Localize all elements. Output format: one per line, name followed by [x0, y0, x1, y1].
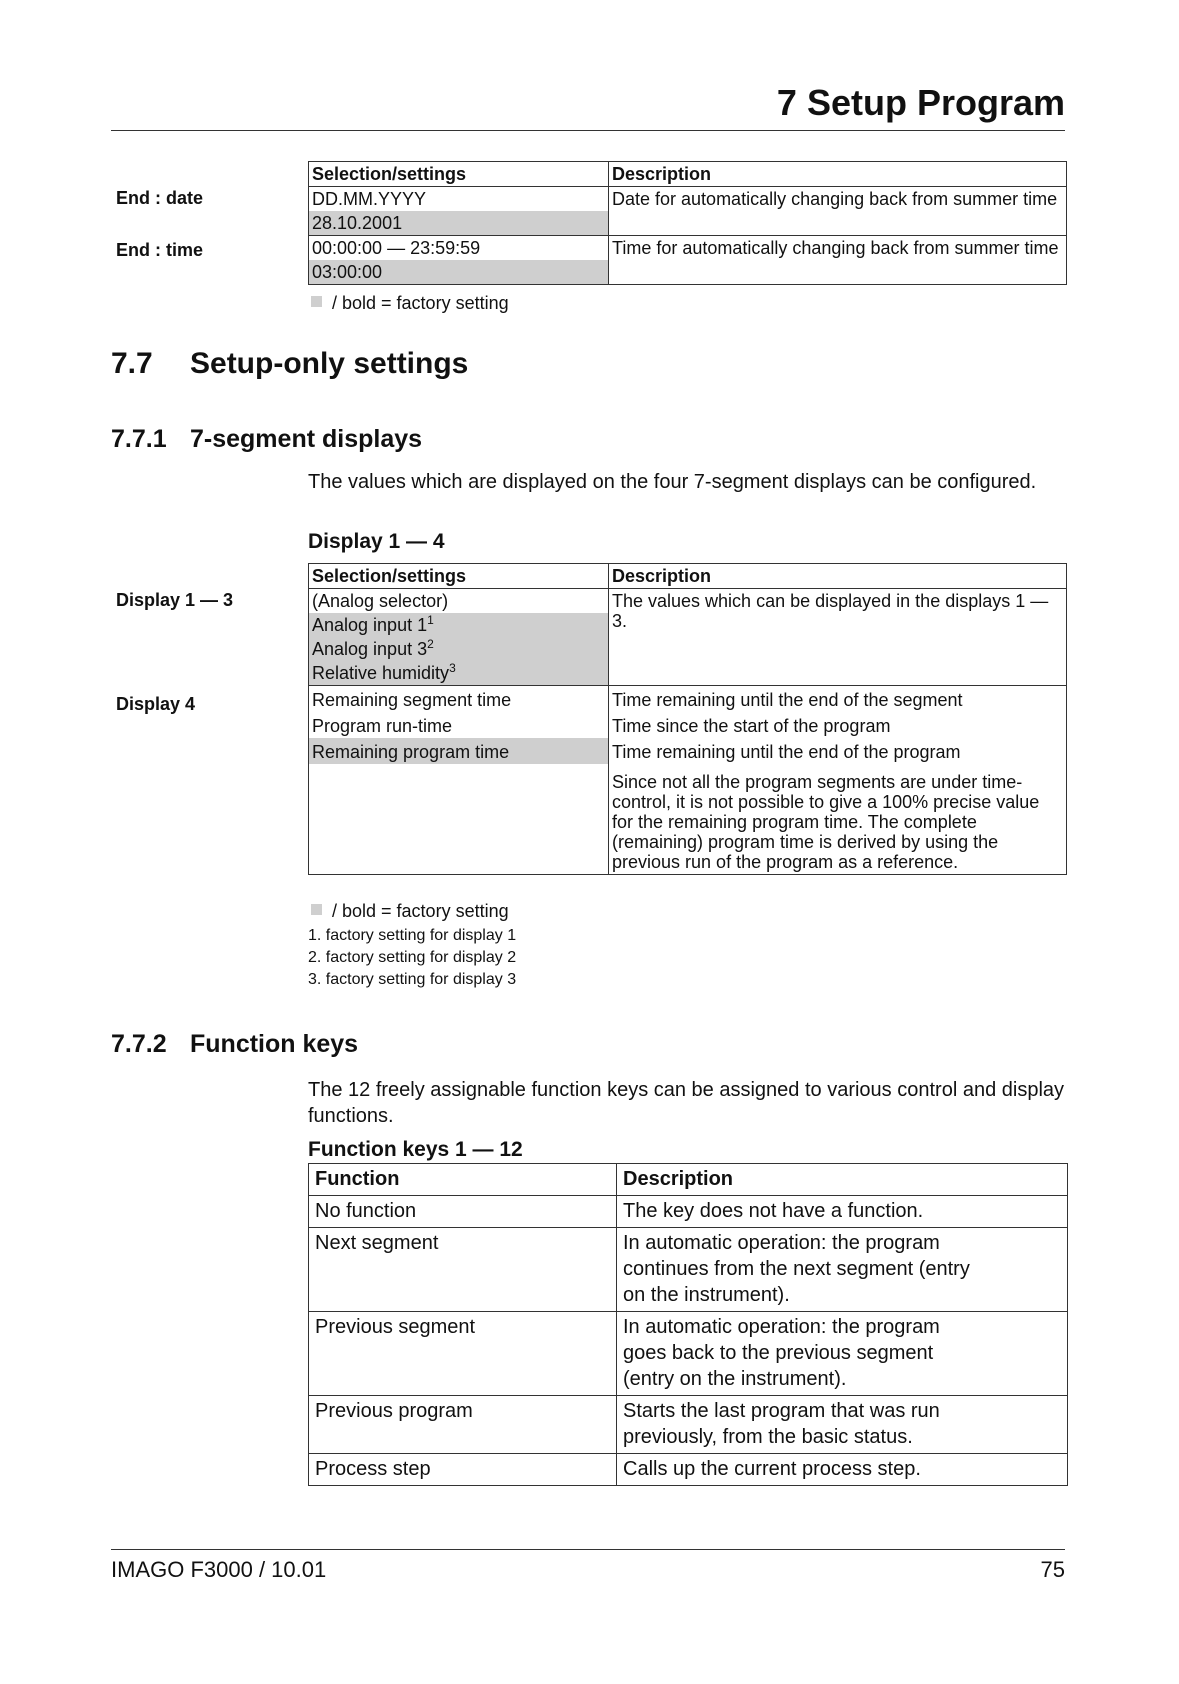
- section-heading-7-7-1: 7.7.1 7-segment displays: [111, 425, 423, 453]
- col-header-selection: Selection/settings: [309, 162, 609, 187]
- description-cell: Time since the start of the program: [609, 712, 1067, 738]
- description-cell: Date for automatically changing back from summer time: [609, 187, 1067, 236]
- selection-cell: Remaining segment time: [309, 686, 609, 713]
- table-row: [309, 236, 1067, 261]
- footer-rule: [111, 1549, 1065, 1550]
- footnote-1: 1. factory setting for display 1: [308, 927, 517, 944]
- description-cell: Starts the last program that was run previously, from the basic status.: [617, 1396, 1068, 1454]
- selection-cell: Relative humidity$^3$: [309, 661, 609, 686]
- row-label-end-time: End : time: [116, 240, 204, 260]
- function-keys-table: [308, 1163, 1068, 1486]
- footer-document-id: IMAGO F3000 / 10.01: [111, 1557, 327, 1582]
- table-row: [309, 738, 1067, 764]
- description-cell: In automatic operation: the program continues from the next segment (entry on the instrument).: [617, 1228, 1068, 1312]
- function-keys-table-title: Function keys 1 — 12: [308, 1138, 523, 1161]
- function-cell: Previous program: [309, 1396, 617, 1454]
- table-row: [309, 1228, 1068, 1312]
- table-row: [309, 1196, 1068, 1228]
- page-number: 75: [1040, 1557, 1065, 1582]
- footnote-2: 2. factory setting for display 2: [308, 949, 517, 966]
- selection-cell: DD.MM.YYYY: [309, 187, 609, 212]
- display-settings-table: [308, 563, 1067, 875]
- section-heading-7-7-2: 7.7.2 Function keys: [111, 1030, 359, 1058]
- table-row: [309, 589, 1067, 614]
- description-cell: Calls up the current process step.: [617, 1454, 1068, 1486]
- col-header-selection: Selection/settings: [309, 564, 609, 589]
- section-heading-7-7: 7.7 Setup-only settings: [111, 347, 469, 380]
- table-row: [309, 1396, 1068, 1454]
- selection-cell: 00:00:00 — 23:59:59: [309, 236, 609, 261]
- row-label-display-4: Display 4: [116, 694, 196, 714]
- description-cell: In automatic operation: the program goes back to the previous segment (entry on the instrument).: [617, 1312, 1068, 1396]
- shade-legend-swatch: [311, 296, 322, 307]
- col-header-function: Function: [309, 1164, 617, 1196]
- table-row: [309, 764, 1067, 875]
- function-cell: Previous segment: [309, 1312, 617, 1396]
- row-label-display-1-3: Display 1 — 3: [116, 590, 234, 610]
- description-cell: Time remaining until the end of the program: [609, 738, 1067, 764]
- col-header-description: Description: [617, 1164, 1068, 1196]
- shade-legend-swatch: [311, 904, 322, 915]
- chapter-title: 7 Setup Program: [776, 82, 1065, 123]
- description-cell: The values which can be displayed in the displays 1 — 3.: [609, 589, 1067, 686]
- displays-intro-text: The values which are displayed on the four 7-segment displays can be configured.: [308, 471, 1037, 493]
- col-header-description: Description: [609, 162, 1067, 187]
- header-rule: [111, 130, 1065, 131]
- table-row: [309, 1454, 1068, 1486]
- table-row: [309, 187, 1067, 212]
- footnote-3: 3. factory setting for display 3: [308, 971, 517, 988]
- table-row: [309, 712, 1067, 738]
- selection-cell: Program run-time: [309, 712, 609, 738]
- end-date-time-table: [308, 161, 1067, 285]
- function-keys-intro-text: The 12 freely assignable function keys can be assigned to various control and display functions.: [308, 1079, 1065, 1127]
- factory-setting-legend: / bold = factory setting: [311, 293, 509, 314]
- selection-cell: [309, 764, 609, 875]
- description-cell: Time for automatically changing back from summer time: [609, 236, 1067, 285]
- description-cell: Time remaining until the end of the segment: [609, 686, 1067, 713]
- function-cell: No function: [309, 1196, 617, 1228]
- factory-setting-cell: 03:00:00: [309, 260, 609, 285]
- selection-cell: (Analog selector): [309, 589, 609, 614]
- description-cell: The key does not have a function.: [617, 1196, 1068, 1228]
- function-cell: Process step: [309, 1454, 617, 1486]
- selection-cell: Analog input $3^2$: [309, 637, 609, 661]
- col-header-description: Description: [609, 564, 1067, 589]
- table-row: [309, 686, 1067, 713]
- function-cell: Next segment: [309, 1228, 617, 1312]
- row-label-end-date: End : date: [116, 188, 204, 208]
- factory-setting-legend: / bold = factory setting: [311, 901, 509, 922]
- display-table-title: Display 1 — 4: [308, 530, 445, 553]
- table-row: [309, 1312, 1068, 1396]
- note-cell: Since not all the program segments are under time-control, it is not possible to give a 100% precise value for the remaining program time. The complete (remaining) program time is derived by using the previous run of the program as a reference.: [609, 764, 1067, 875]
- factory-setting-cell: Remaining program time: [309, 738, 609, 764]
- factory-setting-cell: 28.10.2001: [309, 211, 609, 236]
- selection-cell: Analog input $1^1$: [309, 613, 609, 637]
